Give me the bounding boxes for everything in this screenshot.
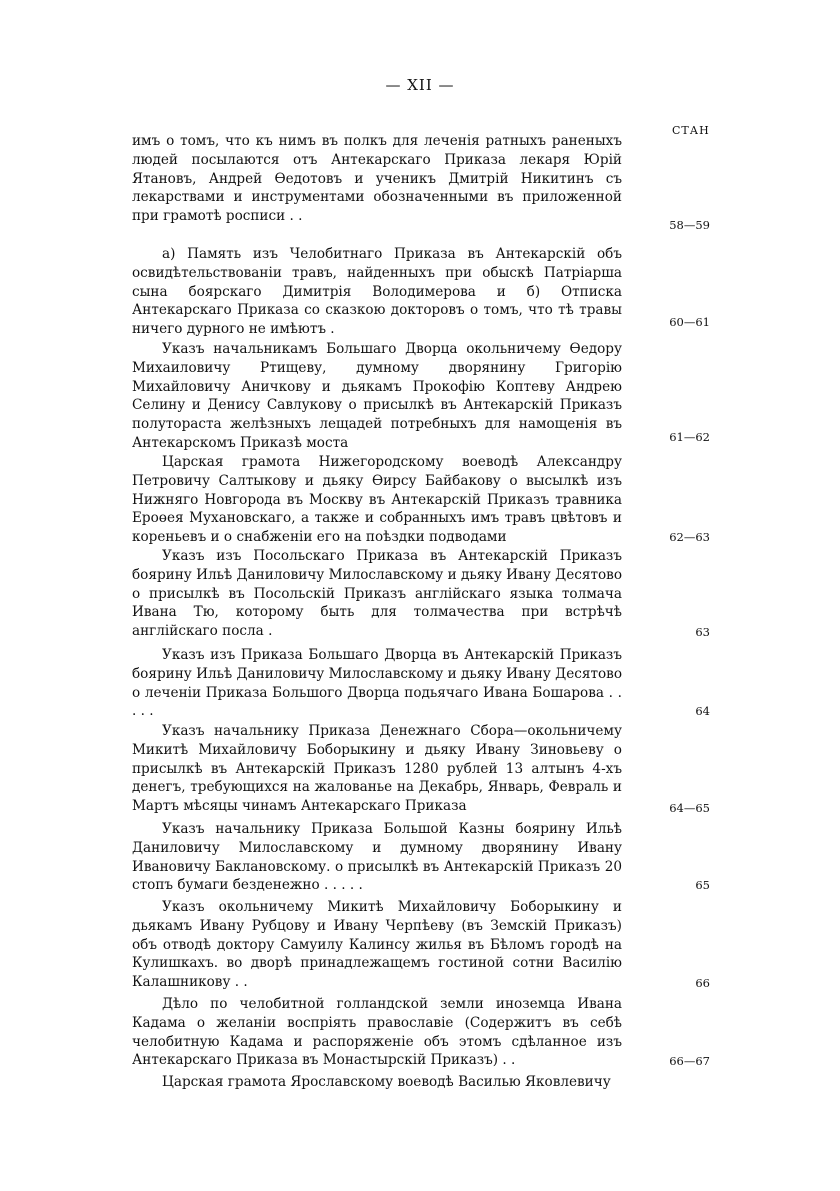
page-number-header: — XII — <box>385 76 455 94</box>
entry-pages: 64—65 <box>669 801 710 815</box>
entry-3 <box>132 340 622 453</box>
entry-11 <box>132 1073 622 1092</box>
entry-text: Дѣло по челобитной голландской земли иноземца Ивана Кадама о желаніи воспріять православіе (Содержитъ въ себѣ челобитную Кадама и распоряженіе объ этомъ сдѣланное изъ Антекарскаго Приказа въ Монастырскій Приказъ) . . <box>132 996 622 1069</box>
entry-text: имъ о томъ, что къ нимъ въ полкъ для леченія ратныхъ раненыхъ людей посылаются отъ Антекарскаго Приказа лекаря Юрій Ятановъ, Андрей Өедотовъ и ученикъ Дмитрій Никитинъ съ лекарствами и инструментами обозначенными въ приложенной при грамотѣ росписи . . <box>132 133 622 225</box>
entry-pages: 64 <box>695 704 710 718</box>
entry-4 <box>132 453 622 547</box>
entry-5 <box>132 547 622 641</box>
entry-text: Указъ начальникамъ Большаго Дворца окольничему Өедору Михаиловичу Ртищеву, думному дворянину Григорію Михайловичу Аничкову и дьякамъ Прокофію Коптеву Андрею Селину и Денису Савлукову о присылкѣ въ Антекарскій Приказъ полутораста желѣзныхъ лещадей потребныхъ для намощенія въ Антекарскомъ Приказѣ моста <box>132 341 622 451</box>
entry-text: Указъ изъ Посольскаго Приказа въ Антекарскій Приказъ боярину Ильѣ Даниловичу Милославскому и дьяку Ивану Десятово о присылкѣ въ Посольскій Приказъ англійскаго языка толмача Ивана Тю, которому быть для толмачества при встрѣчѣ англійскаго посла . <box>132 548 622 640</box>
entry-pages: 65 <box>695 878 710 892</box>
entry-pages: 63 <box>695 625 710 639</box>
entry-6 <box>132 646 622 721</box>
entry-text: Указъ начальнику Приказа Денежнаго Сбора—окольничему Микитѣ Михайловичу Боборыкину и дьяку Ивану Зиновьеву о присылкѣ въ Антекарскій Приказъ 1280 рублей 13 алтынъ 4-хъ денегъ, требующихся на жалованье на Декабрь, Январь, Февраль и Мартъ мѣсяцы чинамъ Антекарскаго Приказа <box>132 723 622 815</box>
entry-2 <box>132 245 622 339</box>
entry-10 <box>132 995 622 1070</box>
entry-text: Царская грамота Нижегородскому воеводѣ Александру Петровичу Салтыкову и дьяку Өирсу Байбакову о высылкѣ изъ Нижняго Новгорода въ Москву въ Антекарскій Приказъ травника Ероөея Мухановскаго, а также и собранныхъ имъ травъ цвѣтовъ и кореньевъ и о снабженіи его на поѣздки подводами <box>132 454 622 546</box>
entry-pages: 66 <box>695 976 710 990</box>
entry-pages: 62—63 <box>669 530 710 544</box>
entry-text: а) Память изъ Челобитнаго Приказа въ Антекарскій объ освидѣтельствованіи травъ, найденныхъ при обыскѣ Патріарша сына боярскаго Димитрія Володимерова и б) Отписка Антекарскаго Приказа со сказкою докторовъ о томъ, что тѣ травы ничего дурного не имѣютъ . <box>132 246 622 338</box>
entry-pages: 61—62 <box>669 430 710 444</box>
entry-7 <box>132 722 622 816</box>
entry-text: Указъ изъ Приказа Большаго Дворца въ Антекарскій Приказъ боярину Ильѣ Даниловичу Милославскому и дьяку Ивану Десятово о леченіи Приказа Большого Дворца подьячаго Ивана Бошарова . . . . . <box>132 647 622 720</box>
entry-pages: 58—59 <box>669 218 710 232</box>
entry-8 <box>132 820 622 895</box>
entry-9 <box>132 898 622 992</box>
entry-text: Указъ начальнику Приказа Большой Казны боярину Ильѣ Даниловичу Милославскому и думному дворянину Ивану Ивановичу Баклановскому. о присылкѣ въ Антекарскій Приказъ 20 стопъ бумаги безденежно . . . . . <box>132 821 622 894</box>
entry-1 <box>132 132 622 226</box>
column-label: СТАН <box>672 124 710 137</box>
entry-text: Указъ окольничему Микитѣ Михайловичу Боборыкину и дьякамъ Ивану Рубцову и Ивану Черпѣеву (въ Земскій Приказъ) объ отводѣ доктору Самуилу Калинсу жилья въ Бѣломъ городѣ на Кулишкахъ. во дворѣ принадлежащемъ гостиной сотни Василію Калашникову . . <box>132 899 622 991</box>
entry-pages: 60—61 <box>669 315 710 329</box>
entry-text: Царская грамота Ярославскому воеводѣ Василью Яковлевичу <box>162 1074 611 1090</box>
entry-pages: 66—67 <box>669 1054 710 1068</box>
